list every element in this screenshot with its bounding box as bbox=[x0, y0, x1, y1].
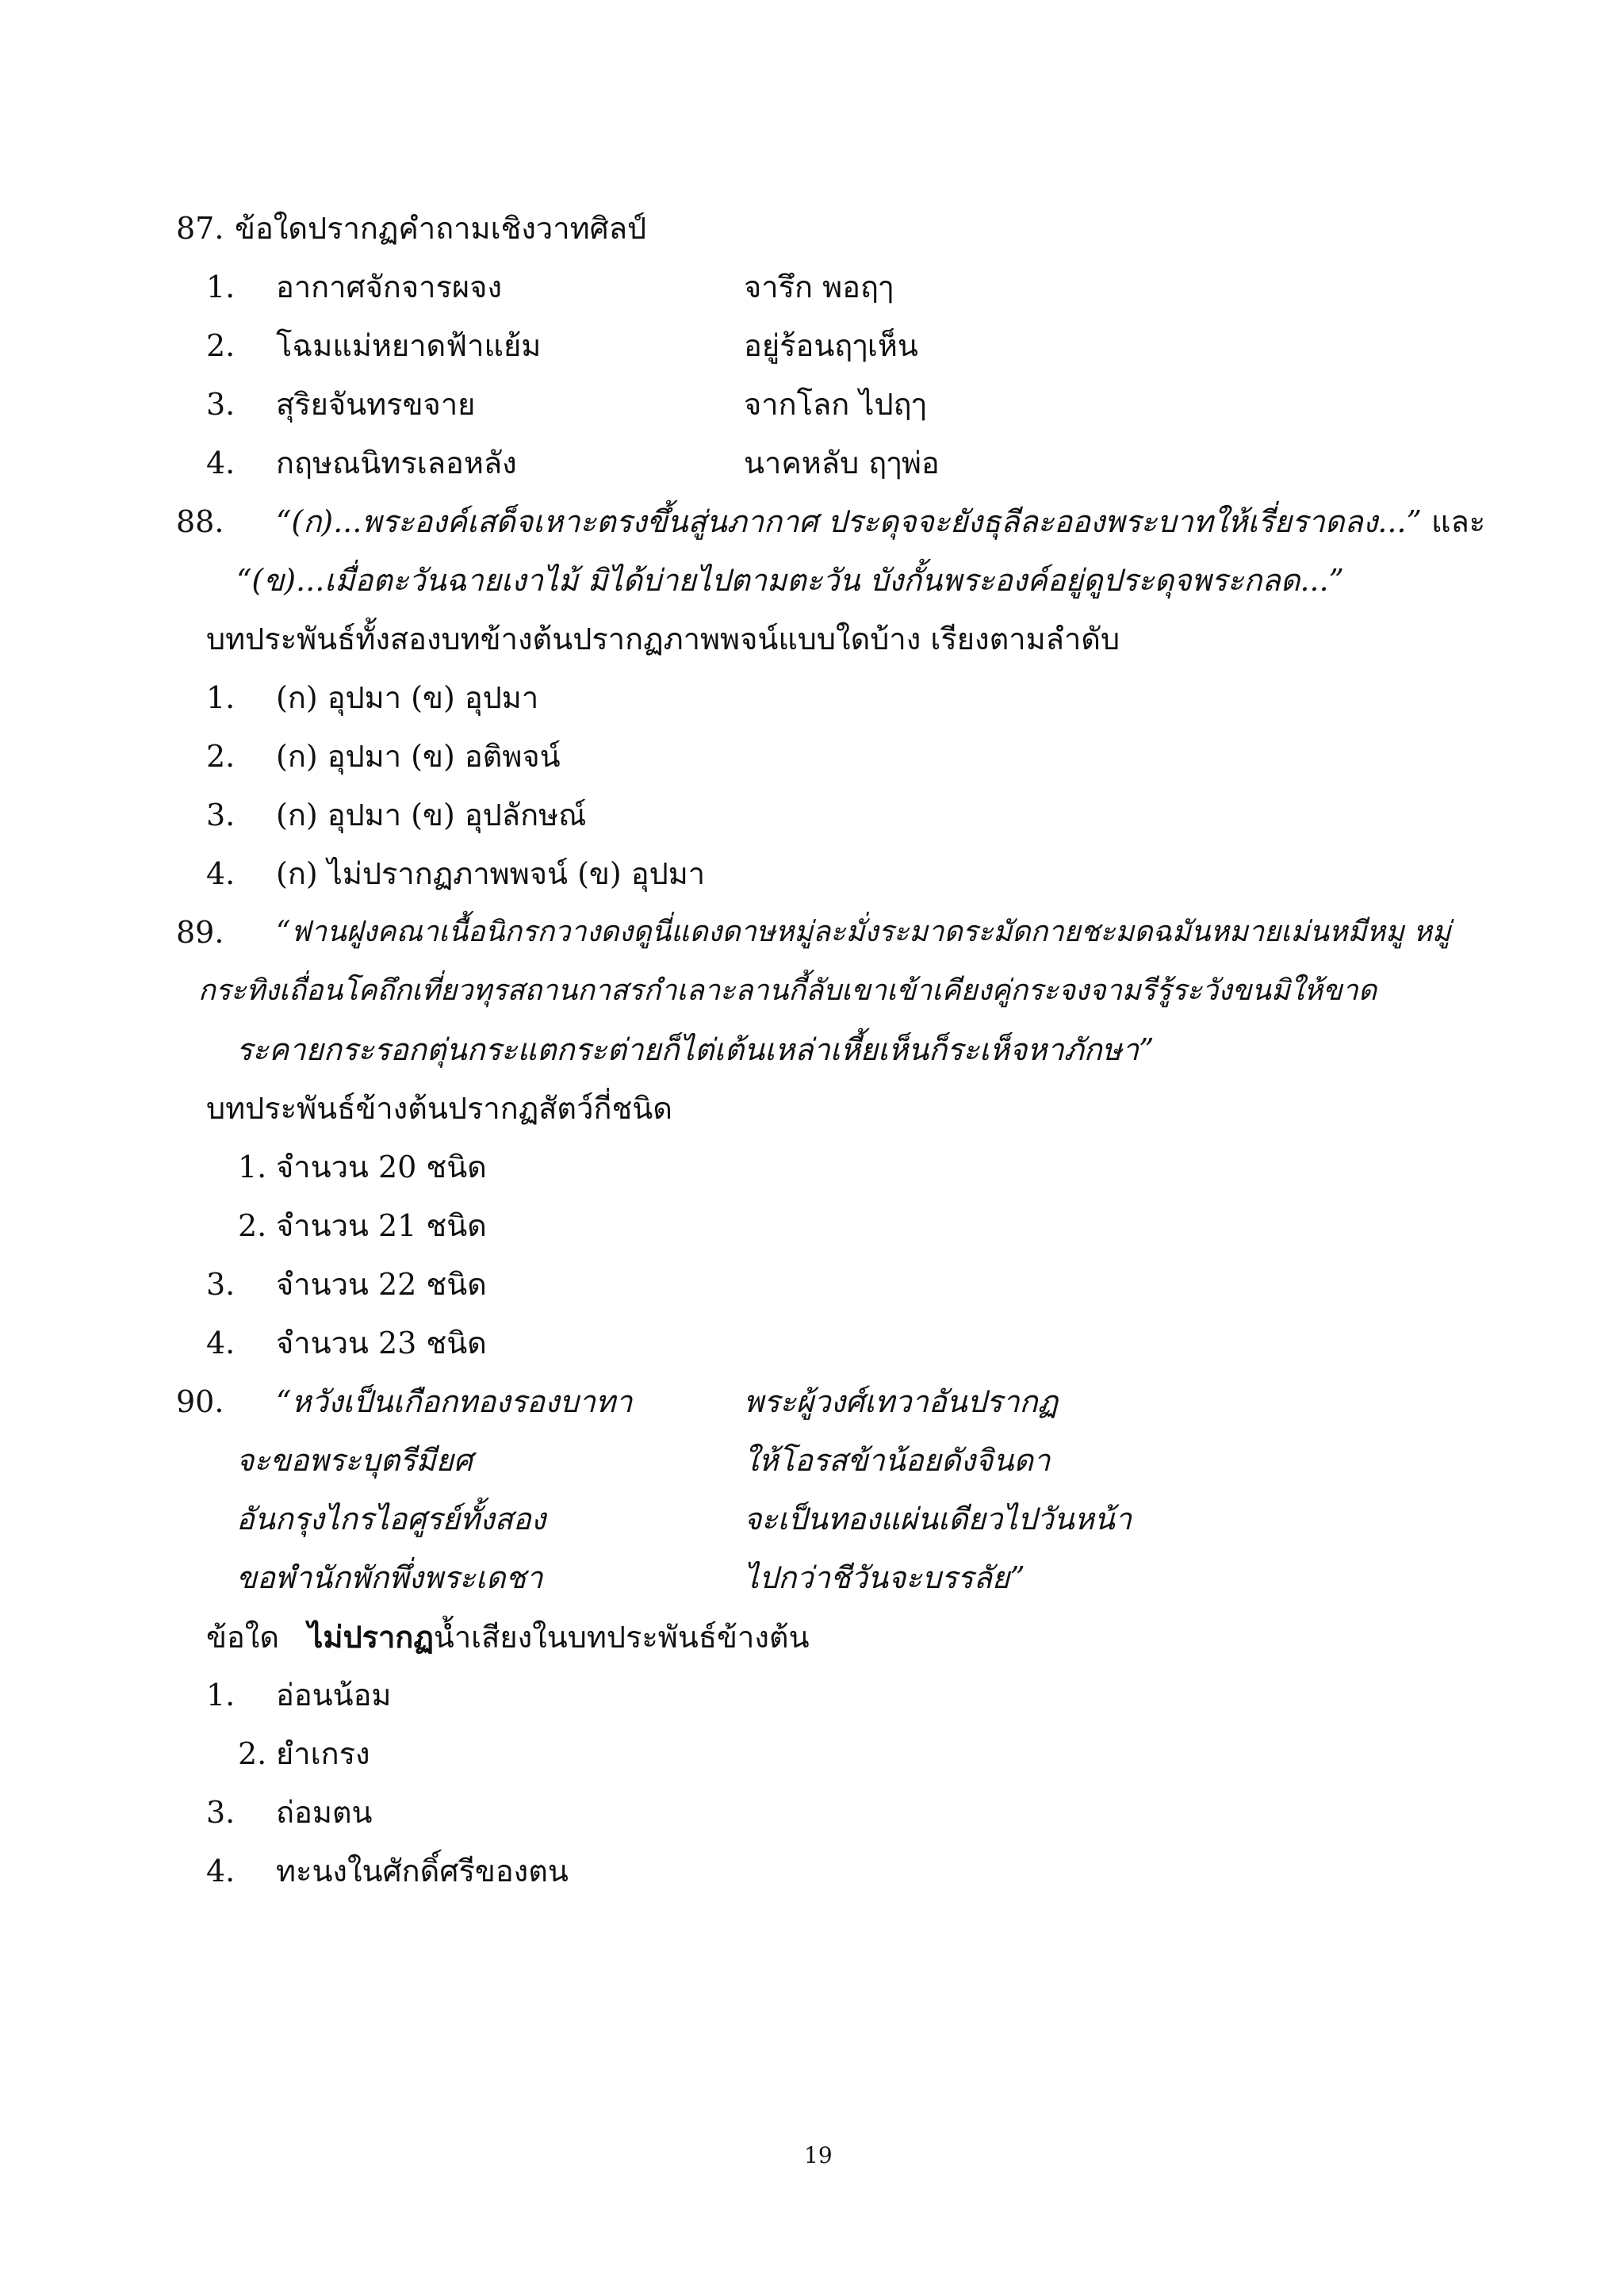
question-89-quote-line: กระทิงเถื่อนโคถึกเที่ยวทุรสถานกาสรกำเลาะลานกี้ลับเขาเข้าเคียงคู่กระจงจามรีรู้ระวังขนมิให้ขาด bbox=[198, 974, 1377, 1007]
option-text: จำนวน 22 ชนิด bbox=[276, 1267, 487, 1302]
poem-line-right: พระผู้วงศ์เทวาอันปรากฏ bbox=[744, 1384, 1059, 1419]
question-87-number: 87. bbox=[176, 211, 224, 246]
option-number: 4. bbox=[206, 856, 236, 891]
option-number: 3. bbox=[206, 798, 236, 832]
option-text: โฉมแม่หยาดฟ้าแย้ม bbox=[276, 328, 542, 363]
poem-line-right: ไปกว่าชีวันจะบรรลัย” bbox=[744, 1560, 1025, 1595]
stem-prefix: ข้อใด bbox=[206, 1620, 280, 1655]
option-number: 2. bbox=[206, 739, 236, 774]
poem-line-left: จะขอพระบุตรีมียศ bbox=[236, 1443, 473, 1478]
option-number: 2. bbox=[206, 328, 236, 363]
option-text: สุริยจันทรขจาย bbox=[276, 387, 476, 422]
option-text: (ก) อุปมา (ข) อติพจน์ bbox=[276, 739, 561, 774]
question-88-quote-a bbox=[276, 504, 1485, 541]
question-90-number: 90. bbox=[176, 1384, 224, 1419]
option-number: 3. bbox=[206, 1267, 236, 1302]
option-number: 4. bbox=[206, 1854, 236, 1888]
option-number: 4. bbox=[206, 446, 236, 480]
option-number: 2. bbox=[238, 1736, 267, 1771]
option-text: จำนวน 20 ชนิด bbox=[276, 1150, 487, 1184]
option-text: (ก) อุปมา (ข) อุปลักษณ์ bbox=[276, 798, 587, 832]
option-text: จำนวน 21 ชนิด bbox=[276, 1208, 487, 1243]
quote-a-tail: และ bbox=[1421, 504, 1486, 539]
question-88-number: 88. bbox=[176, 504, 224, 539]
question-89-quote-line: ระคายกระรอกตุ่นกระแตกระต่ายก็ไต่เต้นเหล่าเหี้ยเห็นก็ระเห็จหาภักษา” bbox=[236, 1032, 1155, 1067]
option-number: 1. bbox=[206, 680, 236, 715]
quote-a-text: “(ก)...พระองค์เสด็จเหาะตรงขึ้นสู่นภากาศ ประดุจจะยังธุลีละอองพระบาทให้เรี่ยราดลง...” bbox=[276, 504, 1422, 539]
option-number: 4. bbox=[206, 1326, 236, 1360]
question-88-quote-b: “(ข)...เมื่อตะวันฉายเงาไม้ มิได้บ่ายไปตามตะวัน บังกั้นพระองค์อยู่ดูประดุจพระกลด...” bbox=[236, 563, 1344, 598]
option-text-right: นาคหลับ ฤๅพ่อ bbox=[744, 446, 940, 480]
stem-emphasis: ไม่ปรากฏ bbox=[308, 1619, 434, 1655]
poem-line-right: จะเป็นทองแผ่นเดียวไปวันหน้า bbox=[744, 1502, 1132, 1536]
option-text: (ก) ไม่ปรากฏภาพพจน์ (ข) อุปมา bbox=[276, 856, 706, 891]
question-89-number: 89. bbox=[176, 915, 224, 950]
option-text-right: จารึก พอฤๅ bbox=[744, 270, 894, 304]
option-number: 3. bbox=[206, 387, 236, 422]
poem-line-left: “หวังเป็นเกือกทองรองบาทา bbox=[276, 1384, 633, 1419]
question-89-stem: บทประพันธ์ข้างต้นปรากฏสัตว์กี่ชนิด bbox=[206, 1091, 672, 1126]
poem-line-right: ให้โอรสข้าน้อยดังจินดา bbox=[744, 1443, 1051, 1478]
poem-line-left: อันกรุงไกรไอศูรย์ทั้งสอง bbox=[236, 1502, 546, 1536]
option-text-right: จากโลก ไปฤๅ bbox=[744, 387, 927, 422]
option-number: 1. bbox=[206, 1678, 236, 1712]
question-87-stem: ข้อใดปรากฏคำถามเชิงวาทศิลป์ bbox=[235, 211, 647, 246]
option-number: 1. bbox=[238, 1150, 267, 1184]
option-text: ยำเกรง bbox=[276, 1736, 370, 1771]
option-text: จำนวน 23 ชนิด bbox=[276, 1326, 487, 1360]
option-text: (ก) อุปมา (ข) อุปมา bbox=[276, 680, 539, 715]
page-number: 19 bbox=[804, 2142, 833, 2168]
option-text: อ่อนน้อม bbox=[276, 1678, 392, 1712]
question-90-stem bbox=[206, 1619, 810, 1656]
question-88-stem: บทประพันธ์ทั้งสองบทข้างต้นปรากฏภาพพจน์แบบใดบ้าง เรียงตามลำดับ bbox=[206, 622, 1120, 656]
option-text: อากาศจักจารผจง bbox=[276, 270, 502, 304]
stem-suffix: น้ำเสียงในบทประพันธ์ข้างต้น bbox=[433, 1620, 810, 1655]
option-number: 2. bbox=[238, 1208, 267, 1243]
poem-line-left: ขอพำนักพักพึ่งพระเดชา bbox=[236, 1560, 543, 1595]
option-text-right: อยู่ร้อนฤๅเห็น bbox=[744, 328, 918, 363]
option-text: ถ่อมตน bbox=[276, 1795, 373, 1830]
option-text: ทะนงในศักดิ์ศรีของตน bbox=[276, 1854, 569, 1888]
option-text: กฤษณนิทรเลอหลัง bbox=[276, 446, 517, 480]
option-number: 1. bbox=[206, 270, 236, 304]
question-89-quote-line: “ฟานฝูงคณาเนื้อนิกรกวางดงดูนี่แดงดาษหมู่ละมั่งระมาดระมัดกายชะมดฉมันหมายเม่นหมีหมู หมู่ bbox=[276, 916, 1451, 948]
option-number: 3. bbox=[206, 1795, 236, 1830]
